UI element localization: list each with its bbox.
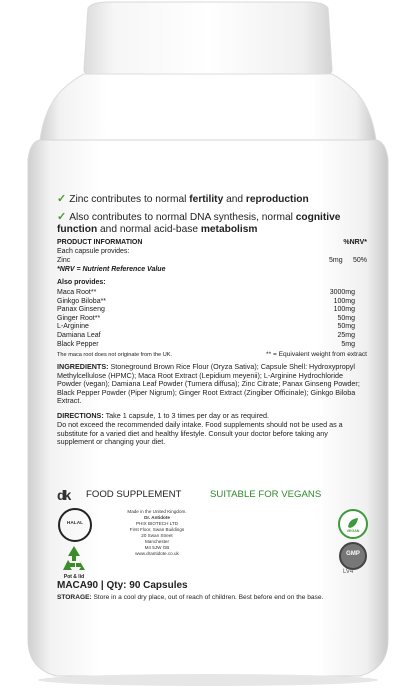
ingredient-name: Ginkgo Biloba** bbox=[57, 297, 107, 305]
halal-badge: HALAL bbox=[58, 508, 92, 542]
brand-logo: dk bbox=[57, 487, 70, 503]
address-line: Manchester bbox=[144, 539, 169, 544]
check-icon: ✓ bbox=[57, 211, 67, 223]
address-line: Dr. Antidote bbox=[144, 515, 170, 520]
claim-2: ✓ Also contributes to normal DNA synthesis, normal cognitive function and normal acid-base metabolism bbox=[57, 211, 341, 235]
food-supplement: FOOD SUPPLEMENT bbox=[86, 489, 182, 500]
gmp-badge: GMP bbox=[339, 542, 367, 570]
address-line: 20 Swan Street bbox=[141, 533, 173, 538]
suitable-for-vegans: SUITABLE FOR VEGANS bbox=[210, 489, 322, 500]
ingredient-name: Damiana Leaf bbox=[57, 332, 101, 339]
ingredient-amount: 50mg bbox=[337, 323, 355, 331]
ingredient-name: Ginger Root** bbox=[57, 314, 101, 322]
directions: DIRECTIONS: Take 1 capsule, 1 to 3 times per day or as required. bbox=[57, 411, 269, 420]
vegan-badge: VEGAN bbox=[338, 509, 368, 539]
ingredient-name: Maca Root** bbox=[57, 289, 97, 296]
lv-code: LV4 bbox=[343, 569, 354, 575]
ingredient-amount: 50mg bbox=[337, 314, 355, 322]
ingredient-amount: 100mg bbox=[333, 297, 355, 305]
recycle-label: Pot & lid bbox=[63, 574, 85, 580]
ingredient-amount: 5mg bbox=[341, 340, 355, 348]
ingredient-name: L-Arginine bbox=[57, 323, 89, 331]
ingredient-amount: 3000mg bbox=[329, 289, 355, 296]
address-line: PHIX BIOTECH LTD bbox=[135, 521, 179, 526]
address-block bbox=[124, 509, 190, 557]
storage: STORAGE: Store in a cool dry place, out of reach of children. Best before end on the base. bbox=[57, 594, 324, 601]
ingredient-amount: 25mg bbox=[337, 332, 355, 339]
recycle-icon bbox=[58, 543, 90, 575]
ingredient-name: Panax Ginseng bbox=[57, 306, 105, 314]
ingredients: INGREDIENTS: Stoneground Brown Rice Flour (Oryza Sativa); Capsule Shell: Hydroxypropyl Methylcellulose (HPMC); Maca Root Extract (Lepidium meyenii); L-Arginine Hydrochloride Powder (vegan); Damiana Leaf Powder (Turnera diffusa); Zinc Citrate; Panax Ginseng Powder; Black Pepper Powder (Piper Nigrum); Ginger Root Extract (Zingiber Officinale); Ginkgo Biloba Extract. bbox=[57, 362, 360, 406]
address-line: First Floor, Swan Buildings bbox=[129, 527, 185, 532]
ingredient-name: Black Pepper bbox=[57, 340, 99, 348]
ingredient-amount: 100mg bbox=[333, 306, 355, 314]
claim-1: ✓ Zinc contributes to normal fertility and reproduction bbox=[57, 193, 309, 205]
check-icon: ✓ bbox=[57, 193, 67, 205]
warning: Do not exceed the recommended daily intake. Food supplements should not be used as a substitute for a varied diet and healthy lifestyle. Consult your doctor before taking any supplement or changing your diet. bbox=[57, 420, 343, 447]
address-line: M4 5JW GB bbox=[144, 545, 170, 550]
address-line: www.drantidote.co.uk bbox=[135, 551, 179, 556]
address-line: Made in the United Kingdom. bbox=[127, 509, 187, 514]
product-info-heading: PRODUCT INFORMATION bbox=[57, 239, 143, 246]
nrv-heading: %NRV* bbox=[343, 239, 367, 246]
shoulder bbox=[40, 74, 376, 140]
product-code: MACA90 | Qty: 90 Capsules bbox=[57, 580, 188, 591]
cap bbox=[84, 2, 332, 74]
